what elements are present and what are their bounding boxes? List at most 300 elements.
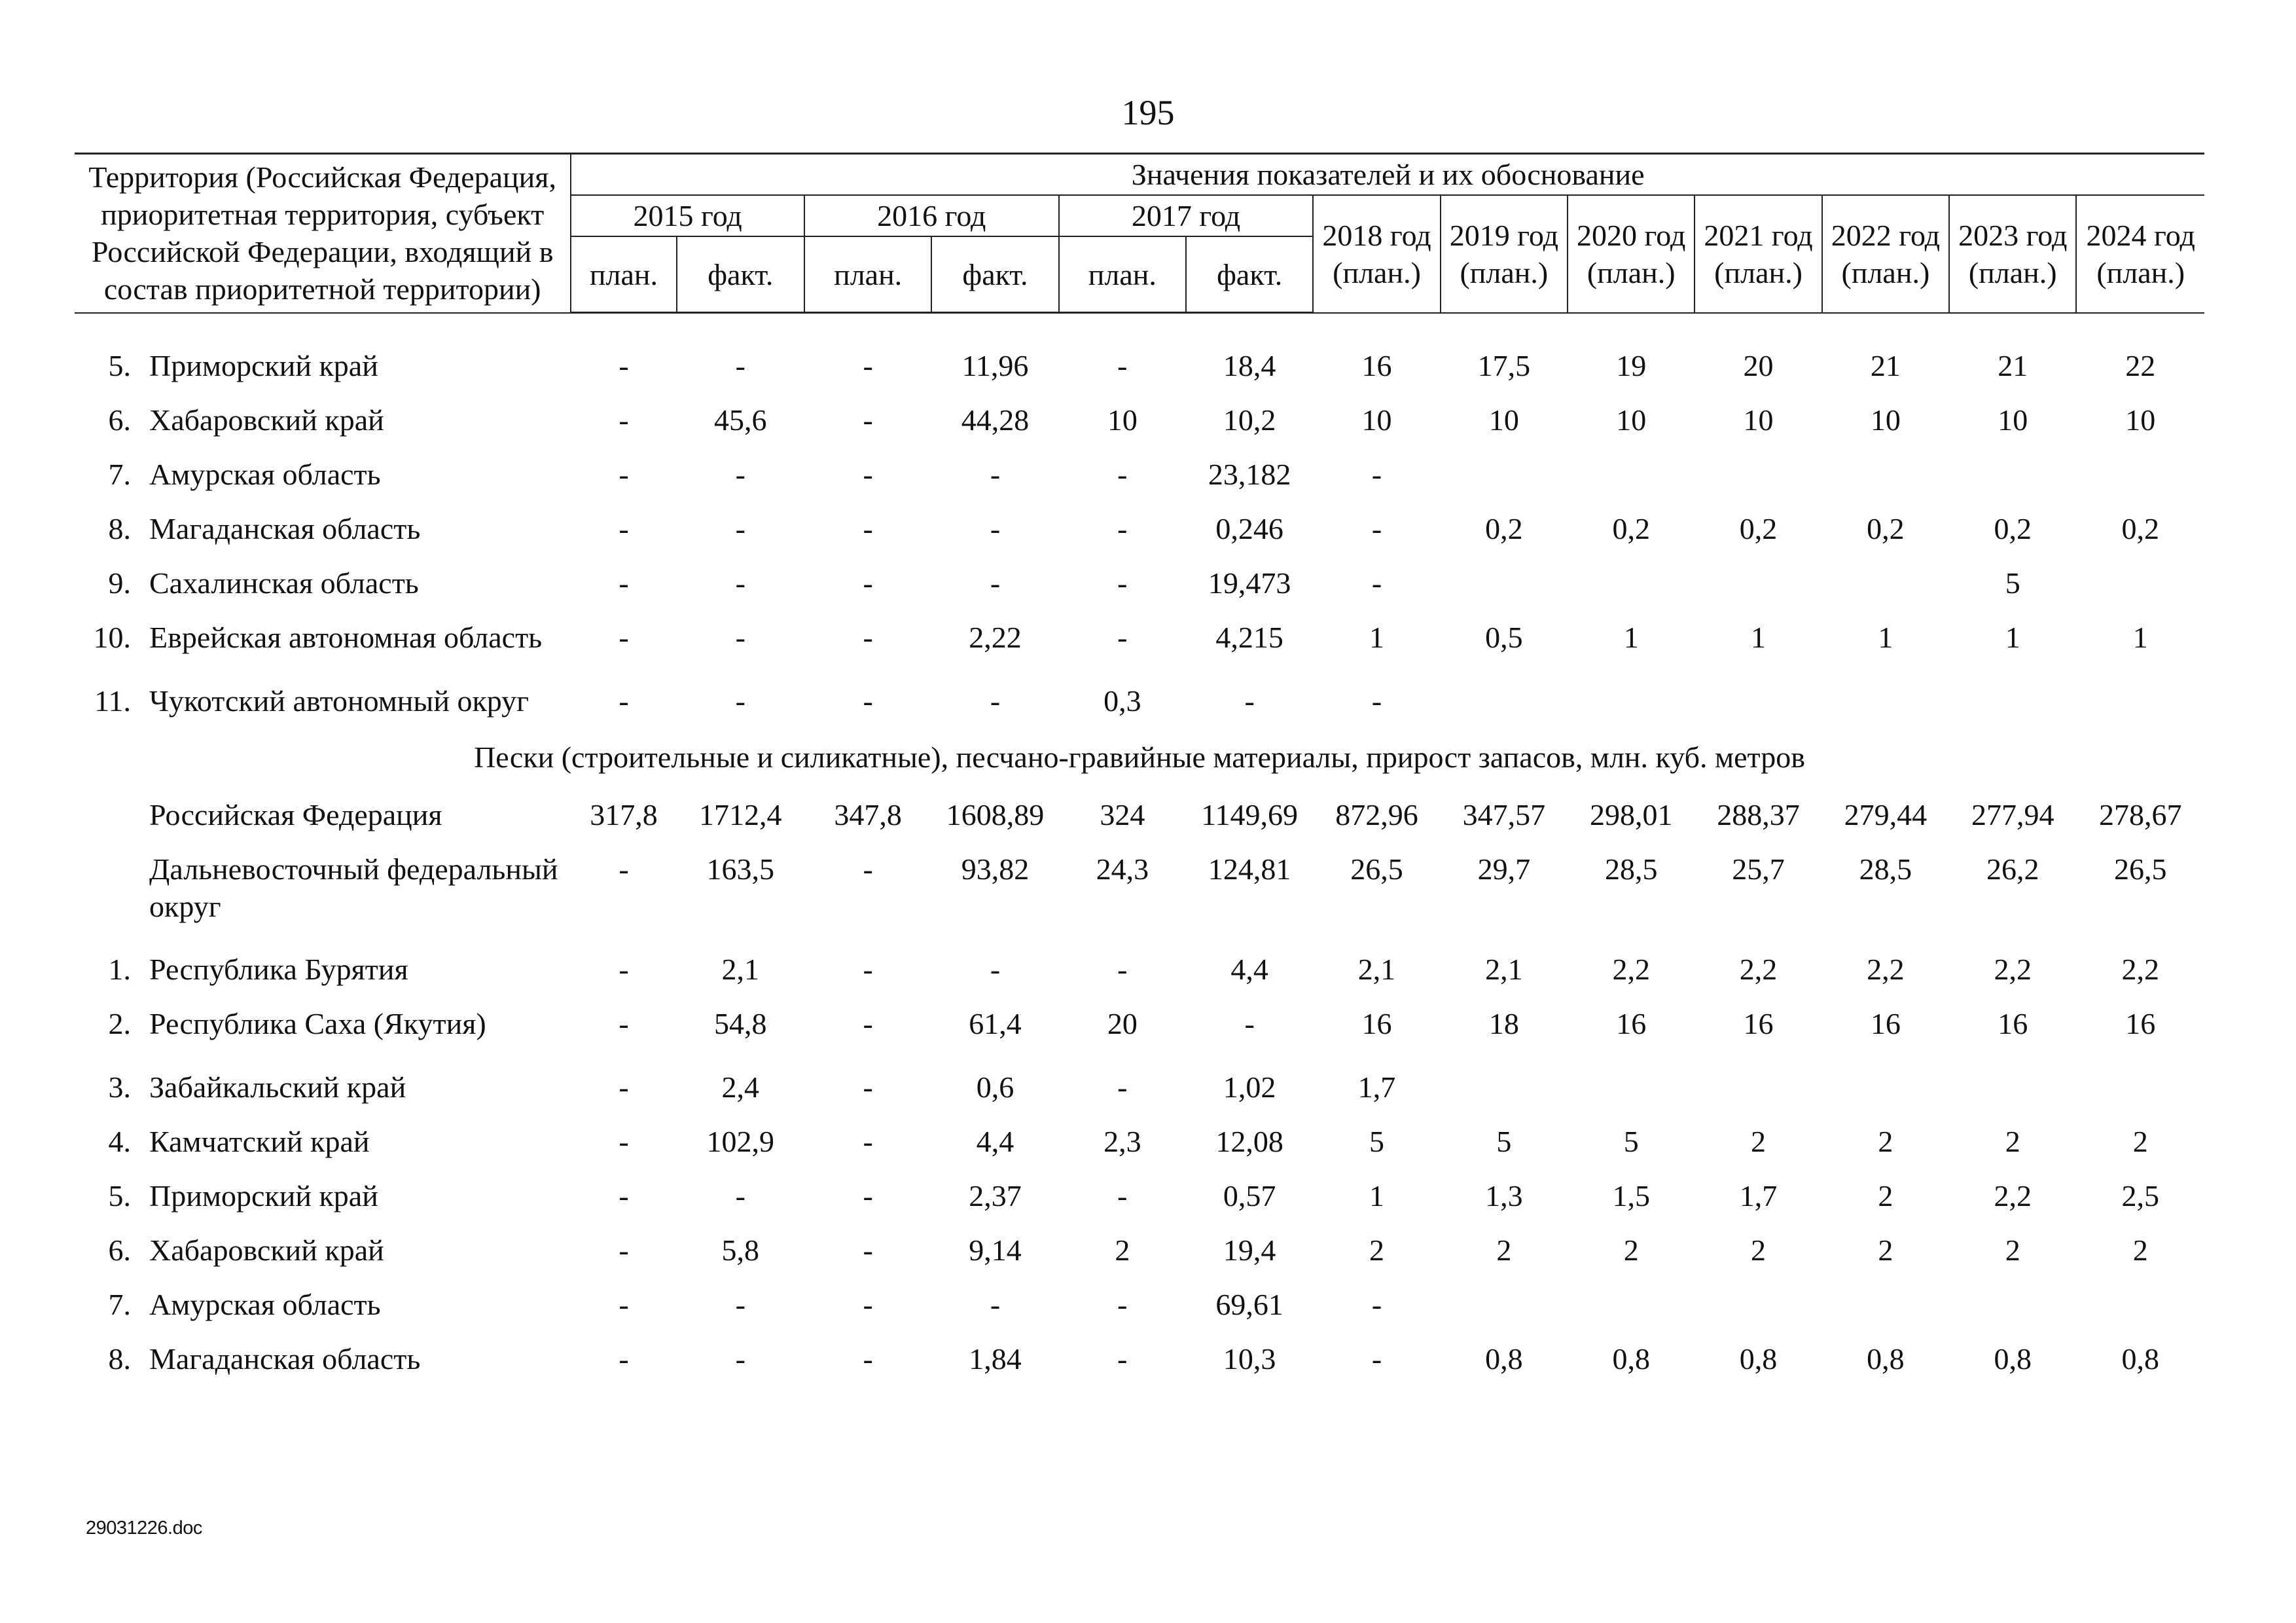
- value-cell: -: [1371, 458, 1382, 491]
- value-cell: 2: [1751, 1125, 1767, 1158]
- value-cell: 28,5: [1859, 852, 1912, 886]
- value-cell: 18,4: [1223, 349, 1276, 382]
- year-2016-header: 2016 год: [804, 195, 1059, 236]
- territory-cell-content: [75, 1231, 567, 1269]
- value-cell: 0,2: [1485, 512, 1523, 545]
- value-cell: 347,8: [834, 798, 902, 831]
- value-cell: -: [1371, 1342, 1382, 1376]
- value-cell: 10: [1743, 403, 1774, 437]
- territory-name: Дальневосточный федеральный округ: [149, 852, 558, 923]
- value-cell: 69,61: [1215, 1288, 1283, 1321]
- value-cell: -: [619, 1179, 629, 1213]
- value-cell: [1822, 1269, 1949, 1324]
- year-2019-header: 2019 год (план.): [1441, 195, 1568, 313]
- value-cell: 0,8: [1485, 1342, 1523, 1376]
- value-cell: 288,37: [1717, 798, 1800, 831]
- value-cell: -: [619, 852, 629, 886]
- value-cell: 24,3: [1096, 852, 1149, 886]
- table-row: [75, 439, 2204, 494]
- value-cell: -: [1371, 512, 1382, 545]
- value-cell: 10: [1870, 403, 1901, 437]
- value-cell: 2: [2132, 1233, 2148, 1267]
- year-2018-header: 2018 год (план.): [1313, 195, 1440, 313]
- value-cell: 2: [1496, 1233, 1512, 1267]
- value-cell: 2: [2005, 1233, 2020, 1267]
- value-cell: 2: [1369, 1233, 1385, 1267]
- value-cell: 1149,69: [1201, 798, 1299, 831]
- territory-cell-content: [75, 1286, 567, 1323]
- value-cell: 0,8: [1739, 1342, 1778, 1376]
- value-cell: 10: [2125, 403, 2156, 437]
- value-cell: 1712,4: [699, 798, 782, 831]
- value-cell: 0,3: [1103, 684, 1141, 718]
- value-cell: 16: [1616, 1007, 1647, 1040]
- territory-name: Магаданская область: [149, 1342, 421, 1376]
- fact-2017-header: факт.: [1186, 236, 1313, 313]
- territory-cell-content: [75, 796, 567, 833]
- territory-name: Хабаровский край: [149, 403, 384, 437]
- value-cell: -: [735, 1342, 745, 1376]
- value-cell: 16: [1743, 1007, 1774, 1040]
- table-row: [75, 1215, 2204, 1269]
- value-cell: [1695, 1052, 1821, 1106]
- plan-2015-header: план.: [571, 236, 676, 313]
- territory-cell: [75, 1052, 571, 1106]
- value-cell: [1568, 1052, 1695, 1106]
- value-cell: 19,4: [1223, 1233, 1276, 1267]
- value-cell: -: [1117, 1288, 1128, 1321]
- table-body: [75, 313, 2204, 1379]
- value-cell: 10: [1616, 403, 1647, 437]
- value-cell: -: [1117, 621, 1128, 654]
- value-cell: -: [619, 621, 629, 654]
- value-cell: [1441, 439, 1568, 494]
- value-cell: 10: [1488, 403, 1519, 437]
- year-2024-header: 2024 год (план.): [2076, 195, 2204, 313]
- value-cell: -: [863, 1233, 873, 1267]
- value-cell: 0,8: [1867, 1342, 1905, 1376]
- value-cell: -: [1117, 566, 1128, 600]
- value-cell: -: [1244, 684, 1255, 718]
- value-cell: 102,9: [706, 1125, 775, 1158]
- value-cell: 54,8: [714, 1007, 767, 1040]
- value-cell: -: [863, 349, 873, 382]
- value-cell: -: [619, 566, 629, 600]
- territory-cell-content: [75, 347, 567, 384]
- value-cell: -: [1117, 349, 1128, 382]
- value-cell: -: [1371, 1288, 1382, 1321]
- value-cell: 10: [1998, 403, 2028, 437]
- table-row: [75, 602, 2204, 666]
- value-cell: [1568, 548, 1695, 602]
- territory-cell: [75, 548, 571, 602]
- territory-cell: [75, 989, 571, 1052]
- value-cell: 1: [2132, 621, 2148, 654]
- value-cell: -: [863, 684, 873, 718]
- value-cell: 10,3: [1223, 1342, 1276, 1376]
- value-cell: -: [863, 852, 873, 886]
- territory-cell: [75, 1106, 571, 1161]
- value-cell: [1949, 666, 2076, 729]
- value-cell: -: [619, 1342, 629, 1376]
- value-cell: 10: [1107, 403, 1138, 437]
- value-cell: 2: [1878, 1125, 1893, 1158]
- territory-cell: [75, 780, 571, 834]
- value-cell: -: [619, 512, 629, 545]
- territory-cell-content: [75, 401, 567, 439]
- file-name-footer: 29031226.doc: [86, 1518, 202, 1539]
- value-cell: 1,02: [1223, 1070, 1276, 1104]
- value-cell: 1608,89: [946, 798, 1045, 831]
- value-cell: -: [619, 1288, 629, 1321]
- spacer-cell: [75, 313, 2204, 331]
- value-cell: -: [735, 1288, 745, 1321]
- row-number: 6.: [108, 403, 131, 437]
- value-cell: 20: [1107, 1007, 1138, 1040]
- value-cell: -: [735, 684, 745, 718]
- value-cell: 29,7: [1477, 852, 1531, 886]
- value-cell: [1822, 439, 1949, 494]
- row-number: 8.: [108, 512, 131, 545]
- value-cell: 2: [1623, 1233, 1639, 1267]
- value-cell: 2: [1751, 1233, 1767, 1267]
- territory-cell-content: [75, 1005, 567, 1042]
- value-cell: 0,246: [1215, 512, 1283, 545]
- value-cell: 2,2: [1739, 953, 1778, 986]
- value-cell: 1: [1751, 621, 1767, 654]
- value-cell: 0,5: [1485, 621, 1523, 654]
- value-cell: [2076, 666, 2204, 729]
- year-2017-header: 2017 год: [1059, 195, 1314, 236]
- value-cell: 2,2: [1994, 953, 2032, 986]
- table-header: [75, 154, 2204, 313]
- value-cell: 324: [1100, 798, 1145, 831]
- value-cell: 2: [2005, 1125, 2020, 1158]
- value-cell: 45,6: [714, 403, 767, 437]
- row-number: 5.: [108, 349, 131, 382]
- value-cell: 0,2: [1867, 512, 1905, 545]
- territory-cell: [75, 494, 571, 548]
- value-cell: [1441, 548, 1568, 602]
- table-row: [75, 548, 2204, 602]
- value-cell: -: [990, 953, 1001, 986]
- table-row: [75, 1324, 2204, 1378]
- value-cell: -: [863, 1070, 873, 1104]
- value-cell: -: [619, 1070, 629, 1104]
- territory-cell: [75, 1324, 571, 1378]
- territory-name: Сахалинская область: [149, 566, 419, 600]
- value-cell: 1: [1369, 1179, 1385, 1213]
- value-cell: -: [735, 621, 745, 654]
- row-number: 3.: [108, 1070, 131, 1104]
- value-cell: 124,81: [1208, 852, 1291, 886]
- section-title: Пески (строительные и силикатные), песчано-гравийные материалы, прирост запасов, млн. куб. метров: [474, 740, 1805, 774]
- page-number: 195: [1121, 93, 1175, 132]
- value-cell: [2076, 548, 2204, 602]
- territory-name: Приморский край: [149, 1179, 378, 1213]
- value-cell: 16: [1361, 1007, 1392, 1040]
- value-cell: 17,5: [1477, 349, 1531, 382]
- value-cell: -: [863, 1007, 873, 1040]
- value-cell: [1695, 666, 1821, 729]
- territory-cell: [75, 331, 571, 385]
- value-cell: -: [619, 1007, 629, 1040]
- value-cell: [2076, 1052, 2204, 1106]
- value-cell: 18: [1488, 1007, 1519, 1040]
- value-cell: 2,1: [1357, 953, 1396, 986]
- value-cell: [1441, 666, 1568, 729]
- value-cell: -: [863, 1125, 873, 1158]
- value-cell: 2: [2132, 1125, 2148, 1158]
- territory-cell: [75, 1161, 571, 1215]
- value-cell: 93,82: [961, 852, 1030, 886]
- value-cell: -: [619, 349, 629, 382]
- value-cell: 5: [2005, 566, 2020, 600]
- territory-cell-content: [75, 1123, 567, 1160]
- value-cell: 61,4: [969, 1007, 1022, 1040]
- value-cell: 2,2: [1867, 953, 1905, 986]
- value-cell: -: [619, 458, 629, 491]
- table-row: [75, 1161, 2204, 1215]
- value-cell: 26,5: [1350, 852, 1403, 886]
- value-cell: 1,7: [1357, 1070, 1396, 1104]
- value-cell: -: [990, 684, 1001, 718]
- section-row: [75, 729, 2204, 780]
- value-cell: 0,6: [976, 1070, 1014, 1104]
- territory-name: Хабаровский край: [149, 1233, 384, 1267]
- value-cell: 1: [1623, 621, 1639, 654]
- value-cell: -: [863, 1179, 873, 1213]
- value-cell: 5: [1623, 1125, 1639, 1158]
- value-cell: 0,2: [1739, 512, 1778, 545]
- year-2023-header: 2023 год (план.): [1949, 195, 2076, 313]
- table-row: [75, 331, 2204, 385]
- value-cell: 279,44: [1844, 798, 1928, 831]
- value-cell: 0,2: [1612, 512, 1650, 545]
- value-cell: -: [735, 458, 745, 491]
- table-row: [75, 934, 2204, 989]
- value-cell: -: [619, 684, 629, 718]
- value-cell: 11,96: [961, 349, 1029, 382]
- table-row: [75, 494, 2204, 548]
- territory-name: Амурская область: [149, 458, 381, 491]
- territory-cell: [75, 439, 571, 494]
- value-cell: 278,67: [2098, 798, 2182, 831]
- territory-name: Республика Бурятия: [149, 953, 408, 986]
- value-cell: -: [619, 403, 629, 437]
- value-cell: 1,3: [1485, 1179, 1523, 1213]
- value-cell: -: [863, 403, 873, 437]
- row-number: 11.: [94, 684, 131, 718]
- territory-cell: [75, 602, 571, 666]
- territory-cell-content: [75, 682, 567, 720]
- territory-name: Магаданская область: [149, 512, 421, 545]
- value-cell: 2,2: [2121, 953, 2159, 986]
- value-cell: 347,57: [1462, 798, 1546, 831]
- value-cell: -: [735, 1179, 745, 1213]
- value-cell: 1: [2005, 621, 2020, 654]
- value-cell: [1695, 1269, 1821, 1324]
- value-cell: 16: [2125, 1007, 2156, 1040]
- value-cell: -: [619, 953, 629, 986]
- territory-cell-content: [75, 564, 567, 602]
- value-cell: -: [863, 1288, 873, 1321]
- value-cell: 21: [1998, 349, 2028, 382]
- value-cell: 21: [1870, 349, 1901, 382]
- value-cell: 2: [1878, 1233, 1893, 1267]
- value-cell: -: [863, 621, 873, 654]
- territory-name: Республика Саха (Якутия): [149, 1007, 486, 1040]
- value-cell: [1949, 1269, 2076, 1324]
- value-cell: -: [1117, 1070, 1128, 1104]
- value-cell: 0,8: [1994, 1342, 2032, 1376]
- value-cell: 16: [1361, 349, 1392, 382]
- row-number: 2.: [108, 1007, 131, 1040]
- table-row: [75, 385, 2204, 439]
- value-cell: 0,8: [1612, 1342, 1650, 1376]
- table-row: [75, 834, 2204, 934]
- value-cell: -: [1117, 458, 1128, 491]
- value-cell: [1695, 548, 1821, 602]
- spacer-row: [75, 313, 2204, 331]
- year-2020-header: 2020 год (план.): [1568, 195, 1695, 313]
- value-cell: 4,215: [1215, 621, 1283, 654]
- territory-cell: [75, 1215, 571, 1269]
- value-cell: 9,14: [969, 1233, 1022, 1267]
- row-number: 1.: [108, 953, 131, 986]
- value-cell: [1568, 439, 1695, 494]
- value-cell: -: [735, 512, 745, 545]
- value-cell: [1822, 548, 1949, 602]
- value-cell: 2: [1878, 1179, 1893, 1213]
- value-cell: -: [1117, 512, 1128, 545]
- value-cell: 0,8: [2121, 1342, 2159, 1376]
- value-cell: 16: [1998, 1007, 2028, 1040]
- value-cell: 2,2: [1994, 1179, 2032, 1213]
- territory-name: Амурская область: [149, 1288, 381, 1321]
- territory-header: Территория (Российская Федерация, приоритетная территория, субъект Российской Федерации, входящий в состав приоритетной территории): [75, 154, 571, 313]
- value-cell: -: [619, 1125, 629, 1158]
- territory-cell: [75, 934, 571, 989]
- plan-2016-header: план.: [804, 236, 931, 313]
- value-cell: -: [863, 953, 873, 986]
- value-cell: -: [863, 566, 873, 600]
- value-cell: 1: [1878, 621, 1893, 654]
- values-header: Значения показателей и их обоснование: [571, 154, 2204, 196]
- value-cell: 10,2: [1223, 403, 1276, 437]
- value-cell: [1441, 1052, 1568, 1106]
- value-cell: -: [619, 1233, 629, 1267]
- row-number: 4.: [108, 1125, 131, 1158]
- value-cell: [2076, 439, 2204, 494]
- value-cell: 23,182: [1208, 458, 1291, 491]
- value-cell: 12,08: [1215, 1125, 1283, 1158]
- fact-2016-header: факт.: [931, 236, 1058, 313]
- table-row: [75, 780, 2204, 834]
- territory-cell-content: [75, 456, 567, 493]
- territory-name: Камчатский край: [149, 1125, 370, 1158]
- value-cell: 2,1: [1485, 953, 1523, 986]
- value-cell: 0,2: [2121, 512, 2159, 545]
- year-2022-header: 2022 год (план.): [1822, 195, 1949, 313]
- table-row: [75, 1106, 2204, 1161]
- year-2015-header: 2015 год: [571, 195, 804, 236]
- territory-cell-content: [75, 1177, 567, 1214]
- value-cell: 1: [1369, 621, 1385, 654]
- value-cell: [2076, 1269, 2204, 1324]
- value-cell: 44,28: [961, 403, 1030, 437]
- value-cell: 5,8: [721, 1233, 760, 1267]
- value-cell: 5: [1496, 1125, 1512, 1158]
- value-cell: 1,7: [1739, 1179, 1778, 1213]
- value-cell: 16: [1870, 1007, 1901, 1040]
- value-cell: [1568, 666, 1695, 729]
- value-cell: [1949, 439, 2076, 494]
- value-cell: [1441, 1269, 1568, 1324]
- value-cell: 277,94: [1971, 798, 2054, 831]
- value-cell: 2,5: [2121, 1179, 2159, 1213]
- value-cell: 2,22: [969, 621, 1022, 654]
- value-cell: [1695, 439, 1821, 494]
- table-row: [75, 1052, 2204, 1106]
- row-number: 9.: [108, 566, 131, 600]
- table-row: [75, 989, 2204, 1052]
- value-cell: -: [1117, 1342, 1128, 1376]
- plan-2017-header: план.: [1059, 236, 1186, 313]
- value-cell: -: [1371, 566, 1382, 600]
- value-cell: -: [1117, 1179, 1128, 1213]
- row-number: 10.: [93, 621, 131, 654]
- territory-name: Еврейская автономная область: [149, 621, 543, 654]
- territory-cell: [75, 834, 571, 934]
- value-cell: 0,2: [1994, 512, 2032, 545]
- territory-cell-content: [75, 510, 567, 547]
- value-cell: 1,84: [969, 1342, 1022, 1376]
- value-cell: 5: [1369, 1125, 1385, 1158]
- value-cell: -: [990, 1288, 1001, 1321]
- value-cell: -: [1371, 684, 1382, 718]
- territory-cell: [75, 385, 571, 439]
- value-cell: -: [735, 566, 745, 600]
- territory-cell-content: [75, 619, 567, 656]
- value-cell: 26,5: [2113, 852, 2167, 886]
- value-cell: 19,473: [1208, 566, 1291, 600]
- territory-cell-content: [75, 1340, 567, 1377]
- value-cell: 0,57: [1223, 1179, 1276, 1213]
- territory-name: Забайкальский край: [149, 1070, 406, 1104]
- value-cell: [1822, 666, 1949, 729]
- value-cell: 19: [1616, 349, 1647, 382]
- territory-cell: [75, 666, 571, 729]
- value-cell: -: [863, 512, 873, 545]
- value-cell: [1949, 1052, 2076, 1106]
- value-cell: 2,1: [721, 953, 760, 986]
- value-cell: 317,8: [590, 798, 658, 831]
- value-cell: 22: [2125, 349, 2156, 382]
- value-cell: 2,37: [969, 1179, 1022, 1213]
- territory-name: Российская Федерация: [149, 798, 442, 831]
- value-cell: -: [1244, 1007, 1255, 1040]
- value-cell: 2,4: [721, 1070, 760, 1104]
- row-number: 6.: [108, 1233, 131, 1267]
- territory-cell-content: [75, 850, 567, 925]
- row-number: 7.: [108, 458, 131, 491]
- value-cell: 2,2: [1612, 953, 1650, 986]
- year-2021-header: 2021 год (план.): [1695, 195, 1821, 313]
- territory-name: Приморский край: [149, 349, 378, 382]
- value-cell: [1822, 1052, 1949, 1106]
- territory-name: Чукотский автономный округ: [149, 684, 529, 718]
